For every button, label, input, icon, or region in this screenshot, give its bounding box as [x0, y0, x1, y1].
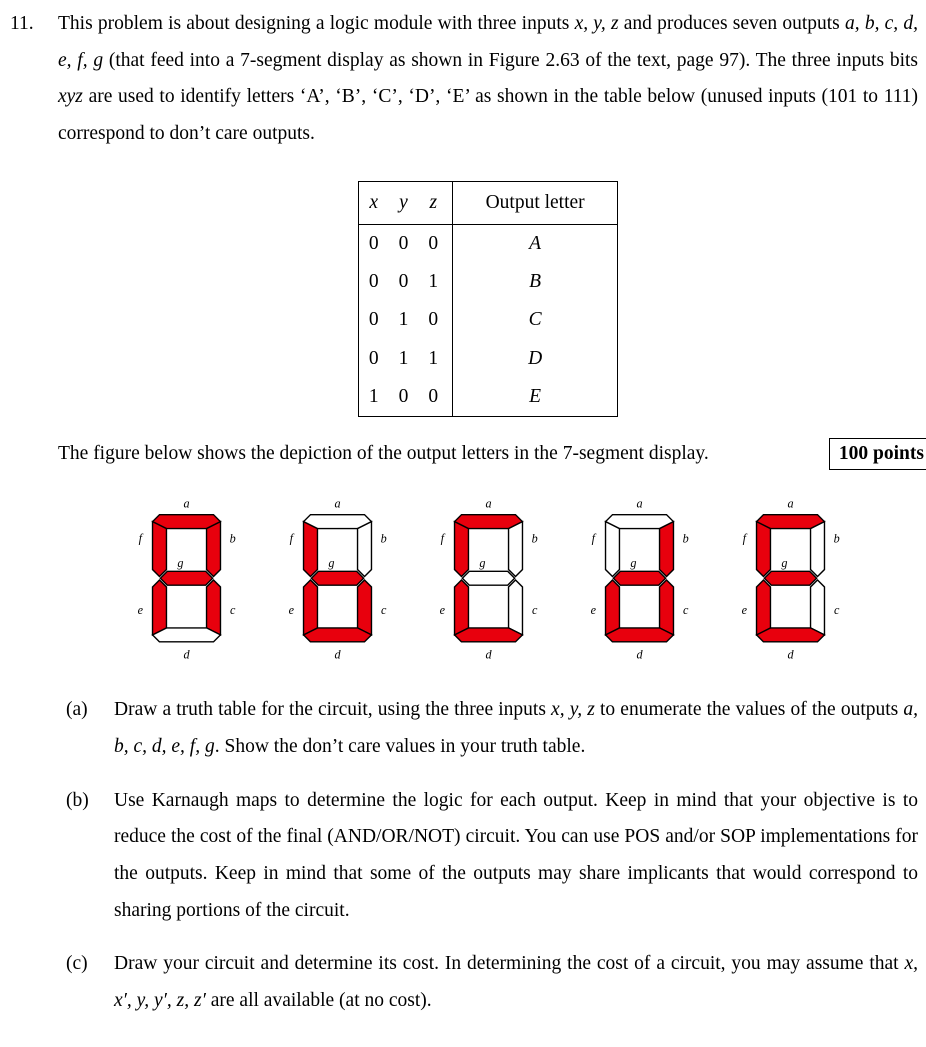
problem-intro-text: This problem is about designing a logic module with three inputs x, y, z and produces seven outputs a, b, c, d, e, f, g (that feed into a 7-segment display as shown in Figure 2.63 of the text, page 97). The three inputs bits xyz are used to identify letters ‘A’, ‘B’, ‘C’, ‘D’, ‘E’ as shown in the table below (unused inputs (101 to 111) correspond to don’t care outputs. — [58, 13, 919, 144]
part-b — [66, 783, 918, 930]
cell: 0 — [418, 301, 452, 339]
cell: 1 — [398, 347, 409, 369]
problem-11 — [10, 6, 924, 1037]
segment-label-f: f — [138, 531, 142, 546]
seven-segment-display-d — [582, 494, 697, 666]
segment-c — [357, 580, 371, 635]
segment-b — [206, 522, 220, 577]
segment-label-b: b — [380, 531, 387, 546]
segment-label-e: e — [741, 603, 747, 618]
segment-e — [152, 580, 166, 635]
segment-b — [810, 522, 824, 577]
cell-output: D — [528, 347, 543, 369]
cell: 1 — [398, 309, 409, 331]
truth-table — [358, 181, 618, 418]
figure-caption-row — [58, 437, 924, 470]
segment-label-d: d — [333, 647, 341, 662]
cell: 1 — [368, 385, 379, 407]
segment-label-a: a — [786, 497, 794, 512]
segment-e — [756, 580, 770, 635]
segment-label-d: d — [635, 647, 643, 662]
segment-label-b: b — [531, 531, 538, 546]
segment-f — [303, 522, 317, 577]
seven-segment-display-A — [129, 494, 244, 666]
parts-list — [66, 692, 918, 1019]
cell-output: B — [529, 271, 542, 293]
segment-label-f: f — [742, 531, 746, 546]
seven-segment-row — [58, 494, 918, 666]
part-a-text: Draw a truth table for the circuit, using the three inputs x, y, z to enumerate the values of the outputs a, b, c, d, e, f, g. Show the don’t care values in your truth table. — [114, 699, 918, 758]
cell: 0 — [398, 271, 409, 293]
segment-c — [206, 580, 220, 635]
segment-label-g: g — [327, 556, 334, 571]
header-x: x — [358, 181, 388, 224]
segment-label-a: a — [182, 497, 190, 512]
segment-c — [508, 580, 522, 635]
cell-output: C — [528, 309, 542, 331]
header-y: y — [389, 181, 419, 224]
part-b-label: (b) — [66, 789, 89, 811]
cell-output: E — [529, 385, 542, 407]
part-c-text: Draw your circuit and determine its cost. In determining the cost of a circuit, you may assume that x, x′, y, y′, z, z′ are all available (at no cost). — [114, 953, 918, 1011]
segment-c — [810, 580, 824, 635]
cell: 0 — [368, 232, 379, 254]
segment-label-a: a — [333, 497, 341, 512]
segment-g — [311, 572, 363, 586]
segment-e — [605, 580, 619, 635]
cell: 0 — [398, 385, 409, 407]
table-row — [358, 378, 617, 417]
cell: 0 — [398, 232, 409, 254]
segment-label-g: g — [629, 556, 636, 571]
segment-label-d: d — [786, 647, 794, 662]
segment-label-a: a — [484, 497, 492, 512]
segment-label-c: c — [833, 603, 839, 618]
table-row — [358, 301, 617, 339]
segment-label-d: d — [484, 647, 492, 662]
segment-label-a: a — [635, 497, 643, 512]
seven-segment-display-b — [280, 494, 395, 666]
segment-label-g: g — [176, 556, 183, 571]
cell: 0 — [368, 309, 379, 331]
segment-label-e: e — [137, 603, 143, 618]
segment-g — [613, 572, 665, 586]
segment-label-e: e — [439, 603, 445, 618]
segment-b — [508, 522, 522, 577]
cell: 0 — [368, 271, 379, 293]
cell: 0 — [418, 224, 452, 263]
segment-label-c: c — [682, 603, 688, 618]
segment-label-e: e — [288, 603, 294, 618]
segment-label-b: b — [682, 531, 689, 546]
points-badge: 100 points — [829, 438, 926, 470]
segment-label-b: b — [229, 531, 236, 546]
cell: 0 — [368, 347, 379, 369]
segment-label-g: g — [478, 556, 485, 571]
segment-c — [659, 580, 673, 635]
table-row — [358, 224, 617, 263]
segment-label-c: c — [531, 603, 537, 618]
segment-label-e: e — [590, 603, 596, 618]
segment-f — [454, 522, 468, 577]
cell: 1 — [418, 340, 452, 378]
truth-table-header-row — [358, 181, 617, 224]
table-row — [358, 263, 617, 301]
cell: 0 — [418, 378, 452, 417]
segment-label-f: f — [591, 531, 595, 546]
segment-g — [764, 572, 816, 586]
segment-label-f: f — [289, 531, 293, 546]
segment-label-f: f — [440, 531, 444, 546]
segment-label-d: d — [182, 647, 190, 662]
seven-segment-display-E — [733, 494, 848, 666]
seven-segment-display-C — [431, 494, 546, 666]
segment-e — [303, 580, 317, 635]
problem-number: 11. — [10, 13, 34, 34]
truth-table-wrapper — [58, 181, 918, 418]
part-c — [66, 946, 918, 1019]
cell: 1 — [418, 263, 452, 301]
part-a — [66, 692, 918, 765]
segment-e — [454, 580, 468, 635]
segment-g — [462, 572, 514, 586]
table-row — [358, 340, 617, 378]
segment-label-b: b — [833, 531, 840, 546]
segment-label-g: g — [780, 556, 787, 571]
segment-label-c: c — [229, 603, 235, 618]
problem-body — [58, 6, 924, 1037]
segment-f — [756, 522, 770, 577]
segment-g — [160, 572, 212, 586]
part-b-text: Use Karnaugh maps to determine the logic for each output. Keep in mind that your objective is to reduce the cost of the final (AND/OR/NOT) circuit. You can use POS and/or SOP implementations for the outputs. Keep in mind that some of the outputs may share implicants that would correspond to sharing portions of the circuit. — [114, 789, 918, 921]
cell-output: A — [529, 232, 542, 254]
header-output-letter: Output letter — [453, 181, 618, 224]
header-z: z — [418, 181, 452, 224]
part-c-label: (c) — [66, 953, 88, 975]
figure-caption: The figure below shows the depiction of the output letters in the 7-segment display. — [58, 443, 709, 465]
segment-f — [152, 522, 166, 577]
segment-label-c: c — [380, 603, 386, 618]
segment-b — [659, 522, 673, 577]
part-a-label: (a) — [66, 699, 88, 721]
segment-b — [357, 522, 371, 577]
segment-f — [605, 522, 619, 577]
